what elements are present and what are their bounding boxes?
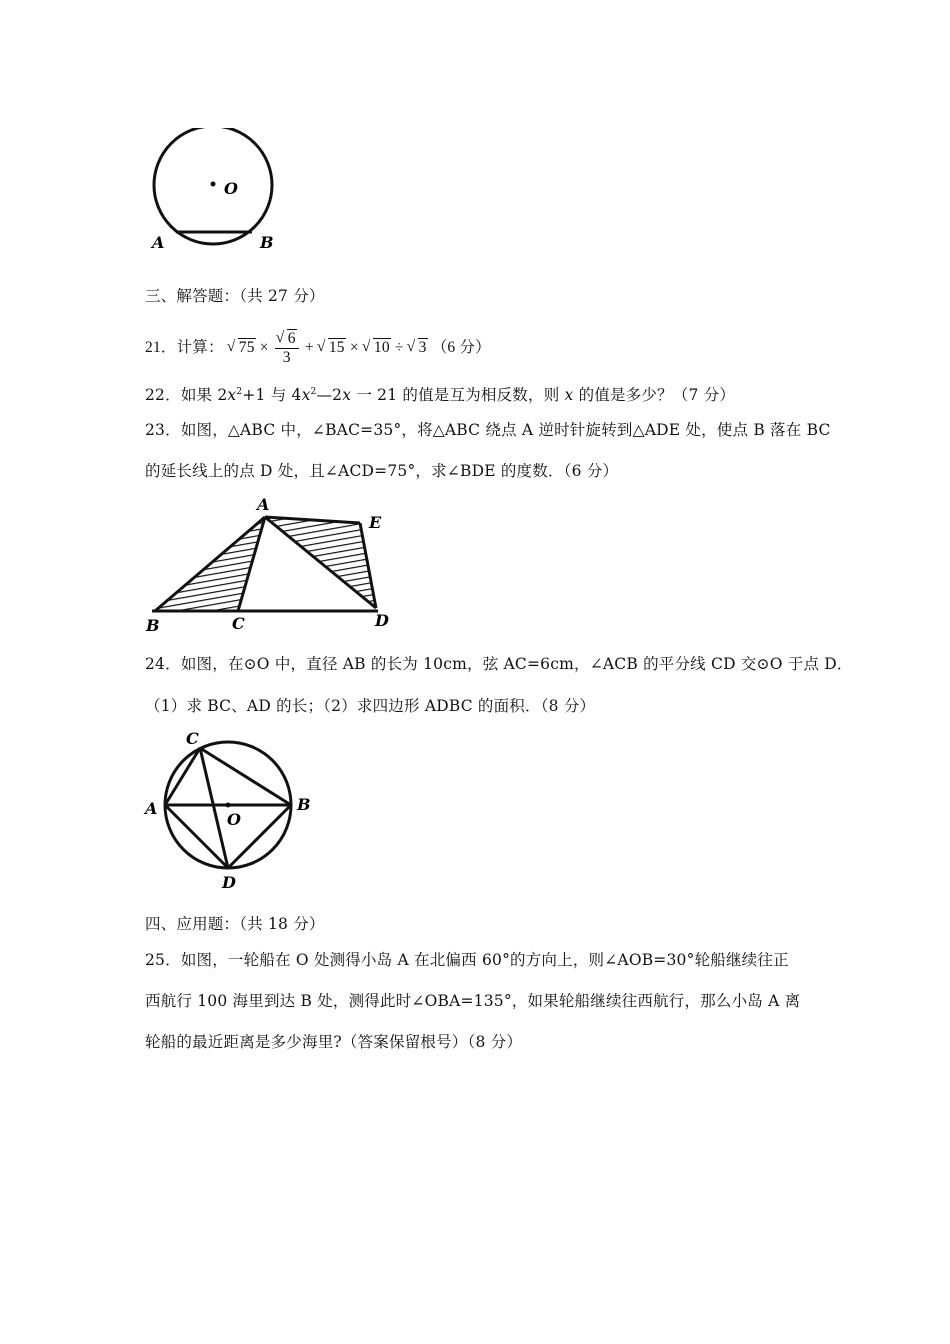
divide-sign: ÷	[394, 339, 404, 357]
sqrt-6: √ 6	[277, 330, 297, 348]
label-c: C	[186, 729, 199, 748]
question-24-line1: 24．如图，在⊙O 中，直径 AB 的长为 10cm，弦 AC=6cm，∠ACB 的平分线 CD 交⊙O 于点 D．	[145, 655, 853, 673]
label-c: C	[232, 614, 245, 633]
times-sign: ×	[259, 339, 269, 357]
label-d: D	[222, 873, 236, 892]
circle-chord-figure	[140, 128, 300, 253]
question-24-line2: （1）求 BC、AD 的长；（2）求四边形 ADBC 的面积．（8 分）	[145, 697, 596, 715]
section3-heading: 三、解答题：（共 27 分）	[145, 287, 325, 305]
q21-score: （6 分）	[431, 339, 491, 357]
label-o: O	[224, 179, 238, 198]
label-e: E	[369, 513, 382, 532]
label-b: B	[260, 233, 274, 252]
triangle-rotation-figure	[140, 495, 410, 635]
label-a: A	[145, 799, 158, 818]
question-21	[145, 330, 491, 367]
sqrt-15: √ 15	[318, 339, 346, 357]
sqrt-10: √ 10	[363, 339, 391, 357]
label-b: B	[297, 795, 311, 814]
question-23-line2: 的延长线上的点 D 处，且∠ACD=75°，求∠BDE 的度数．（6 分）	[145, 462, 619, 480]
q21-prefix: 21．计算：	[145, 339, 224, 357]
label-a: A	[257, 495, 270, 514]
question-22: 22．如果 $2x^2+1$ 与 $4x^2—2x$ 一 21 的值是互为相反数，则 x 的值是多少？（7 分）	[145, 386, 736, 404]
plus-sign: +	[304, 339, 314, 357]
label-b: B	[146, 616, 160, 635]
center-point	[226, 803, 231, 808]
question-25-line2: 西航行 100 海里到达 B 处，测得此时∠OBA=135°，如果轮船继续往西航行，那么小岛 A 离	[145, 992, 801, 1010]
question-23-line1: 23．如图，△ABC 中，∠BAC=35°，将△ABC 绕点 A 逆时针旋转到△ADE 处，使点 B 落在 BC	[145, 421, 831, 439]
circle-quadrilateral-figure	[140, 728, 320, 893]
chord-cd	[200, 748, 228, 868]
sqrt-3: √ 3	[408, 339, 428, 357]
label-o: O	[227, 810, 241, 829]
section4-heading: 四、应用题：（共 18 分）	[145, 915, 325, 933]
question-25-line3: 轮船的最近距离是多少海里?（答案保留根号）（8 分）	[145, 1033, 523, 1051]
sqrt-75: √ 75	[228, 339, 256, 357]
chord-cb	[200, 748, 291, 805]
fraction-sqrt6-over-3	[275, 330, 299, 367]
label-d: D	[375, 611, 389, 630]
denominator: 3	[282, 349, 291, 366]
center-point	[211, 182, 216, 187]
question-25-line1: 25．如图，一轮船在 O 处测得小岛 A 在北偏西 60°的方向上，则∠AOB=30°轮船继续往正	[145, 951, 789, 969]
label-a: A	[152, 233, 165, 252]
times-sign-2: ×	[349, 339, 359, 357]
